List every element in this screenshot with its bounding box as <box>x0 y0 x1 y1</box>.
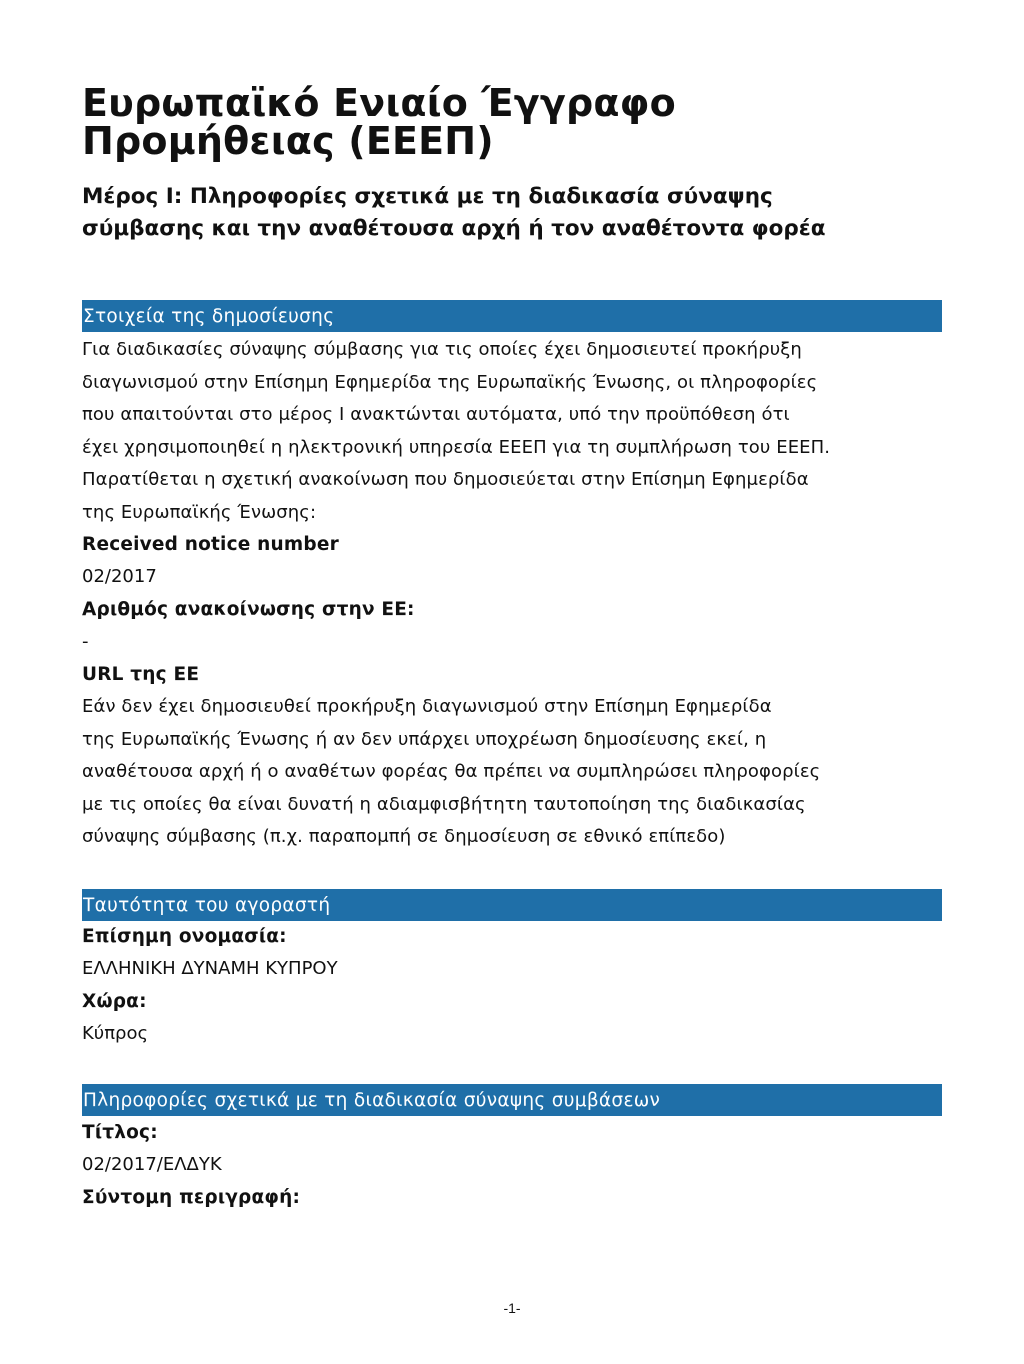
procedure-title-value: 02/2017/ΕΛΔΥΚ <box>82 1154 222 1175</box>
section-heading-buyer-identity: Ταυτότητα του αγοραστή <box>82 889 942 921</box>
section-heading-publication: Στοιχεία της δημοσίευσης <box>82 300 942 332</box>
country-label: Χώρα: <box>82 991 147 1012</box>
procedure-title-label: Τίτλος: <box>82 1122 158 1143</box>
eu-notice-number-value: - <box>82 631 89 652</box>
eu-url-label: URL της ΕΕ <box>82 664 200 685</box>
eu-notice-number-label: Αριθμός ανακοίνωσης στην ΕΕ: <box>82 599 415 620</box>
official-name-value: ΕΛΛΗΝΙΚΗ ΔΥΝΑΜΗ ΚΥΠΡΟΥ <box>82 958 338 979</box>
official-name-label: Επίσημη ονομασία: <box>82 926 287 947</box>
document-title: Ευρωπαϊκό Ενιαίο Έγγραφο Προμήθειας (ΕΕΕΠ) <box>82 81 676 163</box>
publication-intro-text: Για διαδικασίες σύναψης σύμβασης για τις οποίες έχει δημοσιευτεί προκήρυξη διαγωνισμού στην Επίσημη Εφημερίδα της Ευρωπαϊκής Ένωσης, οι πληροφορίες που απαιτούνται στο μέρος I ανακτώνται αυτόματα, υπό την προϋπόθεση ότι έχει χρησιμοποιηθεί η ηλεκτρονική υπηρεσία ΕΕΕΠ για τη συμπλήρωση του ΕΕΕΠ. Παρατίθεται η σχετική ανακοίνωση που δημοσιεύεται στην Επίσημη Εφημερίδα της Ευρωπαϊκής Ένωσης: <box>82 339 831 523</box>
received-notice-label: Received notice number <box>82 534 339 555</box>
received-notice-value: 02/2017 <box>82 566 157 587</box>
publication-note-text: Εάν δεν έχει δημοσιευθεί προκήρυξη διαγωνισμού στην Επίσημη Εφημερίδα της Ευρωπαϊκής Ένωσης ή αν δεν υπάρχει υποχρέωση δημοσίευσης εκεί, η αναθέτουσα αρχή ή ο αναθέτων φορέας θα πρέπει να συμπληρώσει πληροφορίες με τις οποίες θα είναι δυνατή η αδιαμφισβήτητη ταυτοποίηση της διαδικασίας σύναψης σύμβασης (π.χ. παραπομπή σε δημοσίευση σε εθνικό επίπεδο) <box>82 696 821 847</box>
document-subtitle: Μέρος I: Πληροφορίες σχετικά με τη διαδικασία σύναψης σύμβασης και την αναθέτουσα αρχή ή τον αναθέτοντα φορέα <box>82 184 826 241</box>
section-heading-procedure-info: Πληροφορίες σχετικά με τη διαδικασία σύναψης συμβάσεων <box>82 1084 942 1116</box>
short-description-label: Σύντομη περιγραφή: <box>82 1187 301 1208</box>
page-number: -1- <box>503 1300 521 1316</box>
country-value: Κύπρος <box>82 1023 149 1044</box>
